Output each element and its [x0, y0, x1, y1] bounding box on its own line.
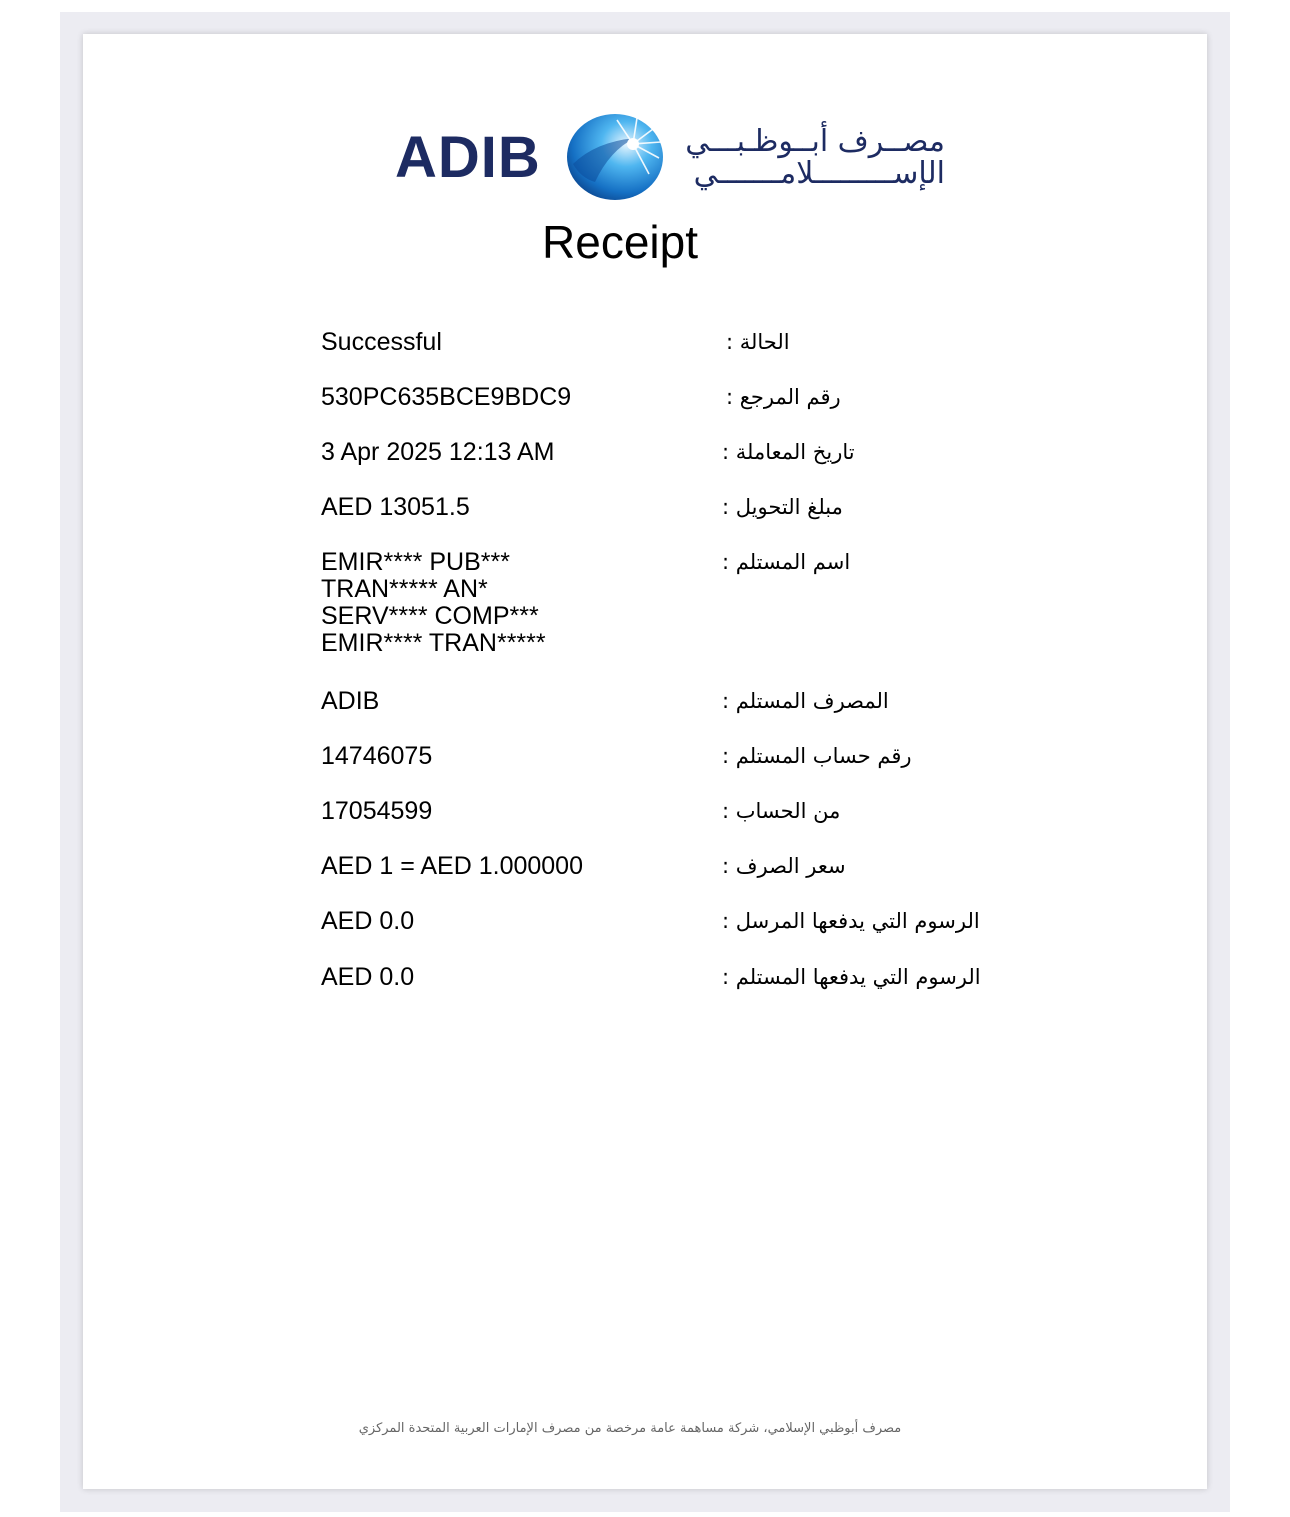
recipient-account-value: 14746075: [321, 742, 433, 770]
reference-value: 530PC635BCE9BDC9: [321, 383, 572, 411]
globe-logo-icon: [565, 112, 665, 202]
recipient-bank-label: المصرف المستلم :: [722, 689, 889, 713]
reference-label: رقم المرجع :: [726, 385, 841, 409]
recipient-fees-value: AED 0.0: [321, 963, 415, 991]
recipient-name-value: EMIR**** PUB*** TRAN***** AN* SERV**** COMP*** EMIR**** TRAN*****: [321, 548, 546, 657]
transaction-date-label: تاريخ المعاملة :: [722, 440, 855, 464]
recipient-name-label: اسم المستلم :: [722, 550, 851, 574]
from-account-label: من الحساب :: [722, 799, 841, 823]
logo-arabic-line2: الإســـــــــلامـــــــي: [693, 156, 945, 191]
sender-fees-value: AED 0.0: [321, 907, 415, 935]
adib-logo: [395, 112, 955, 204]
recipient-account-label: رقم حساب المستلم :: [722, 744, 912, 768]
transfer-amount-value: AED 13051.5: [321, 493, 470, 521]
from-account-value: 17054599: [321, 797, 433, 825]
status-value: Successful: [321, 328, 442, 356]
status-label: الحالة :: [726, 330, 790, 354]
recipient-fees-label: الرسوم التي يدفعها المستلم :: [722, 965, 981, 989]
transaction-date-value: 3 Apr 2025 12:13 AM: [321, 438, 555, 466]
receipt-title: Receipt: [542, 216, 698, 268]
transfer-amount-label: مبلغ التحويل :: [722, 495, 843, 519]
sender-fees-label: الرسوم التي يدفعها المرسل :: [722, 909, 980, 933]
logo-arabic-text: [683, 126, 945, 190]
logo-english-text: ADIB: [395, 125, 541, 190]
recipient-bank-value: ADIB: [321, 687, 380, 715]
exchange-rate-label: سعر الصرف :: [722, 854, 846, 878]
legal-footer: مصرف أبوظبي الإسلامي، شركة مساهمة عامة مرخصة من مصرف الإمارات العربية المتحدة المركزي: [358, 1421, 902, 1436]
logo-arabic-line1: مصــرف أبــوظـبـــي: [685, 124, 945, 159]
exchange-rate-value: AED 1 = AED 1.000000: [321, 852, 583, 880]
